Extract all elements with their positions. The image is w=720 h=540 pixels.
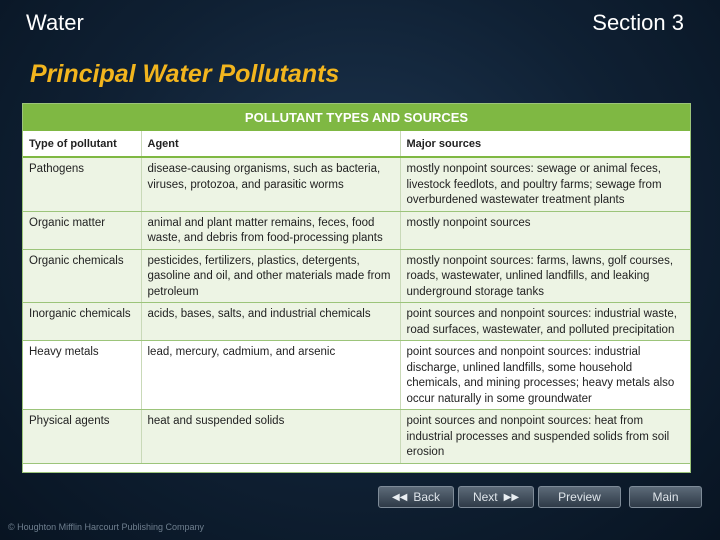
- cell-agent: pesticides, fertilizers, plastics, detergents, gasoline and oil, and other materials made from petroleum: [141, 249, 400, 303]
- cell-type: Heavy metals: [23, 341, 141, 410]
- column-header-type: Type of pollutant: [23, 131, 141, 157]
- preview-button[interactable]: [538, 486, 621, 508]
- pollutant-table: [23, 131, 690, 464]
- cell-type: Physical agents: [23, 410, 141, 464]
- rewind-icon: ◀◀: [391, 491, 408, 503]
- cell-agent: acids, bases, salts, and industrial chemicals: [141, 303, 400, 341]
- cell-agent: lead, mercury, cadmium, and arsenic: [141, 341, 400, 410]
- slide-title: Water: [26, 10, 84, 35]
- cell-sources: mostly nonpoint sources: farms, lawns, golf courses, roads, wastewater, unlined landfills, and leaking underground storage tanks: [400, 249, 690, 303]
- cell-agent: disease-causing organisms, such as bacteria, viruses, protozoa, and parasitic worms: [141, 157, 400, 211]
- cell-sources: mostly nonpoint sources: sewage or animal feces, livestock feedlots, and poultry farms; sewage from overburdened wastewater treatment plants: [400, 157, 690, 211]
- main-button[interactable]: [629, 486, 702, 508]
- cell-type: Organic matter: [23, 211, 141, 249]
- table-caption: POLLUTANT TYPES AND SOURCES: [23, 104, 690, 131]
- main-label: Main: [652, 490, 679, 504]
- pollutant-table-panel: [22, 103, 691, 473]
- section-label: Section 3: [592, 10, 684, 35]
- table-row: [23, 410, 690, 464]
- table-row: [23, 157, 690, 211]
- column-header-sources: Major sources: [400, 131, 690, 157]
- next-label: Next: [472, 490, 498, 504]
- cell-agent: heat and suspended solids: [141, 410, 400, 464]
- preview-label: Preview: [558, 490, 601, 504]
- next-button[interactable]: [458, 486, 534, 508]
- cell-sources: mostly nonpoint sources: [400, 211, 690, 249]
- column-header-agent: Agent: [141, 131, 400, 157]
- cell-sources: point sources and nonpoint sources: industrial discharge, unlined landfills, some household chemicals, and mining processes; heavy metals also occur naturally in some groundwater: [400, 341, 690, 410]
- cell-sources: point sources and nonpoint sources: heat from industrial processes and suspended solids from soil erosion: [400, 410, 690, 464]
- cell-sources: point sources and nonpoint sources: industrial waste, road surfaces, wastewater, and polluted precipitation: [400, 303, 690, 341]
- table-row: [23, 303, 690, 341]
- cell-type: Pathogens: [23, 157, 141, 211]
- table-row: [23, 211, 690, 249]
- cell-type: Organic chemicals: [23, 249, 141, 303]
- fast-forward-icon: ▶▶: [503, 491, 520, 503]
- table-row: [23, 341, 690, 410]
- back-button[interactable]: [378, 486, 454, 508]
- cell-type: Inorganic chemicals: [23, 303, 141, 341]
- table-row: [23, 249, 690, 303]
- copyright-notice: © Houghton Mifflin Harcourt Publishing Company: [8, 522, 205, 532]
- back-label: Back: [413, 490, 441, 504]
- table-header-row: [23, 131, 690, 157]
- slide-subtitle: Principal Water Pollutants: [30, 60, 340, 88]
- cell-agent: animal and plant matter remains, feces, food waste, and debris from food-processing plants: [141, 211, 400, 249]
